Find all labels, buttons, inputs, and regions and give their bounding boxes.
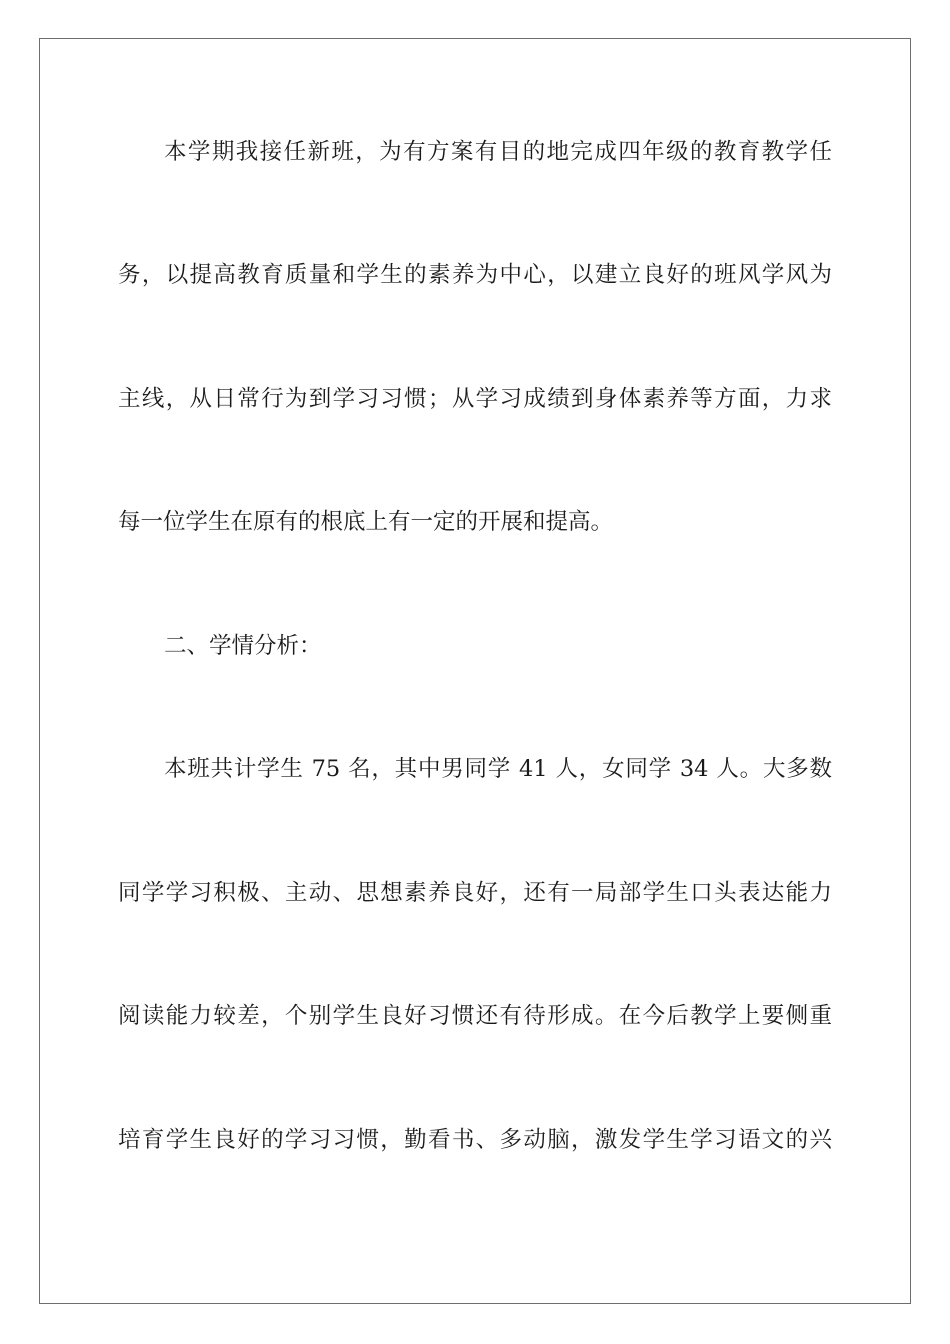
paragraph-2-line-3: 阅读能力较差，个别学生良好习惯还有待形成。在今后教学上要侧重	[118, 1003, 832, 1029]
paragraph-1-line-1: 本学期我接任新班，为有方案有目的地完成四年级的教育教学任	[164, 139, 832, 165]
paragraph-2-line-4: 培育学生良好的学习习惯，勤看书、多动脑，激发学生学习语文的兴	[118, 1127, 832, 1153]
paragraph-1-line-3: 主线，从日常行为到学习习惯；从学习成绩到身体素养等方面，力求	[118, 386, 832, 412]
section-heading-learning-analysis: 二、学情分析：	[164, 633, 322, 659]
paragraph-1-line-2: 务，以提高教育质量和学生的素养为中心，以建立良好的班风学风为	[118, 262, 832, 288]
paragraph-1-line-4: 每一位学生在原有的根底上有一定的开展和提高。	[118, 509, 614, 535]
paragraph-2-line-1: 本班共计学生 75 名，其中男同学 41 人，女同学 34 人。大多数	[164, 756, 832, 782]
page-border	[39, 38, 911, 1304]
paragraph-2-line-2: 同学学习积极、主动、思想素养良好，还有一局部学生口头表达能力	[118, 880, 832, 906]
